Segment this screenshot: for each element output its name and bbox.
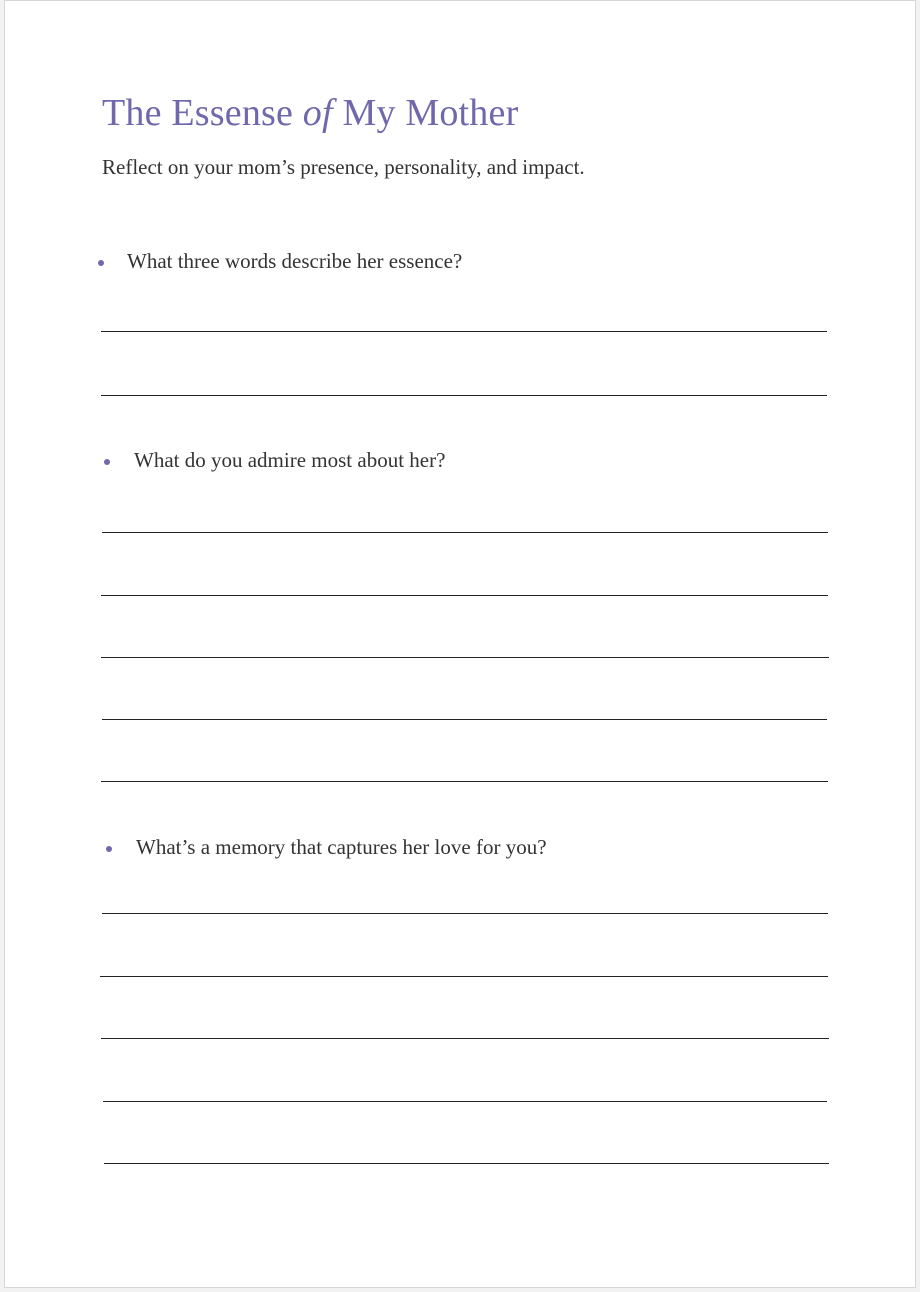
- question-3: What’s a memory that captures her love for you?: [136, 835, 547, 859]
- answer-line[interactable]: [103, 1101, 827, 1102]
- title-italic-word: of: [302, 92, 333, 134]
- answer-line[interactable]: [101, 395, 827, 396]
- answer-line[interactable]: [101, 1038, 829, 1039]
- answer-line[interactable]: [101, 595, 828, 596]
- title-part-1: The Essense: [102, 92, 303, 134]
- answer-line[interactable]: [101, 781, 828, 782]
- answer-line[interactable]: [102, 532, 828, 533]
- bullet-icon: [104, 459, 110, 465]
- page-title: [102, 91, 518, 135]
- question-2: What do you admire most about her?: [134, 448, 446, 472]
- worksheet-page: [4, 0, 916, 1288]
- answer-line[interactable]: [104, 1163, 829, 1164]
- bullet-icon: [98, 260, 104, 266]
- answer-line[interactable]: [100, 976, 828, 977]
- answer-line[interactable]: [102, 913, 828, 914]
- answer-line[interactable]: [102, 719, 827, 720]
- question-1: What three words describe her essence?: [127, 249, 463, 273]
- answer-line[interactable]: [101, 331, 827, 332]
- bullet-icon: [106, 846, 112, 852]
- page-subtitle: Reflect on your mom’s presence, personality, and impact.: [102, 155, 585, 179]
- title-part-2: My Mother: [332, 92, 519, 134]
- answer-line[interactable]: [101, 657, 829, 658]
